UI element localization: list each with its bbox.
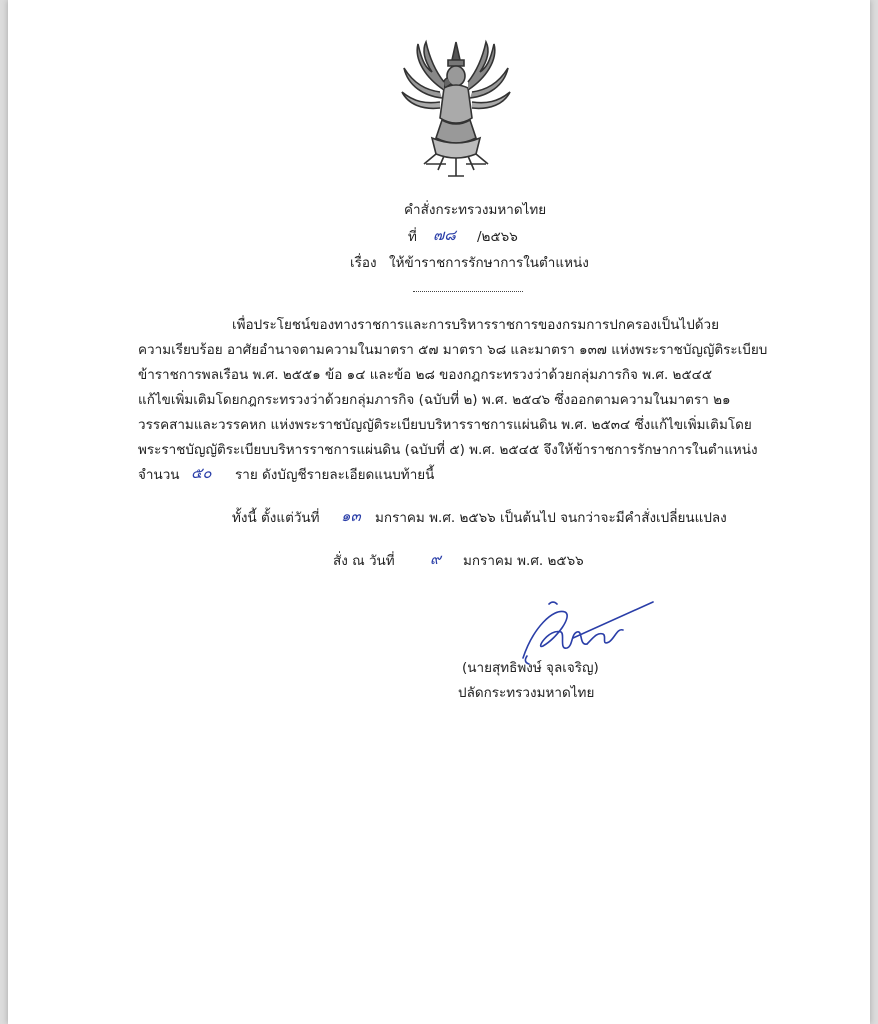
ordered-day-handwritten: ๙ xyxy=(430,550,441,568)
header-divider xyxy=(413,291,523,292)
effective-day-handwritten: ๑๓ xyxy=(341,507,361,525)
count-prefix: จำนวน xyxy=(138,467,180,483)
order-number-year: /๒๕๖๖ xyxy=(477,229,518,245)
garuda-emblem-icon xyxy=(396,38,516,183)
order-number-handwritten: ๗๘ xyxy=(433,226,456,244)
paragraph-line-2: ความเรียบร้อย อาศัยอำนาจตามความในมาตรา ๕๗ มาตรา ๖๘ และมาตรา ๑๓๗ แห่งพระราชบัญญัติระเบียบ xyxy=(138,342,768,358)
subject-text: ให้ข้าราชการรักษาการในตำแหน่ง xyxy=(389,255,589,271)
paragraph-line-3: ข้าราชการพลเรือน พ.ศ. ๒๕๕๑ ข้อ ๑๔ และข้อ ๒๘ ของกฎกระทรวงว่าด้วยกลุ่มภารกิจ พ.ศ. ๒๕๔๕ xyxy=(138,367,713,383)
order-number-prefix: ที่ xyxy=(408,229,417,245)
signatory-position: ปลัดกระทรวงมหาดไทย xyxy=(458,685,595,701)
count-handwritten: ๕๐ xyxy=(191,464,212,482)
paragraph-line-5: วรรคสามและวรรคหก แห่งพระราชบัญญัติระเบียบบริหารราชการแผ่นดิน พ.ศ. ๒๕๓๔ ซึ่งแก้ไขเพิ่มเติมโดย xyxy=(138,417,752,433)
paragraph-line-1: เพื่อประโยชน์ของทางราชการและการบริหารราชการของกรมการปกครองเป็นไปด้วย xyxy=(232,317,720,333)
subject-label: เรื่อง xyxy=(350,255,377,271)
handwritten-signature xyxy=(513,598,663,668)
effective-prefix: ทั้งนี้ ตั้งแต่วันที่ xyxy=(232,510,320,526)
ordered-prefix: สั่ง ณ วันที่ xyxy=(333,553,395,569)
document-page xyxy=(8,0,870,1024)
count-suffix: ราย ดังบัญชีรายละเอียดแนบท้ายนี้ xyxy=(235,467,435,483)
effective-suffix: มกราคม พ.ศ. ๒๕๖๖ เป็นต้นไป จนกว่าจะมีคำสั่งเปลี่ยนแปลง xyxy=(375,510,727,526)
order-title: คำสั่งกระทรวงมหาดไทย xyxy=(404,202,547,218)
signatory-name: (นายสุทธิพงษ์ จุลเจริญ) xyxy=(462,660,599,676)
ordered-suffix: มกราคม พ.ศ. ๒๕๖๖ xyxy=(463,553,584,569)
paragraph-line-4: แก้ไขเพิ่มเติมโดยกฎกระทรวงว่าด้วยกลุ่มภารกิจ (ฉบับที่ ๒) พ.ศ. ๒๕๔๖ ซึ่งออกตามความในมาตรา ๒๑ xyxy=(138,392,731,408)
paragraph-line-6: พระราชบัญญัติระเบียบบริหารราชการแผ่นดิน (ฉบับที่ ๕) พ.ศ. ๒๕๔๕ จึงให้ข้าราชการรักษาการในตำแหน่ง xyxy=(138,442,758,458)
